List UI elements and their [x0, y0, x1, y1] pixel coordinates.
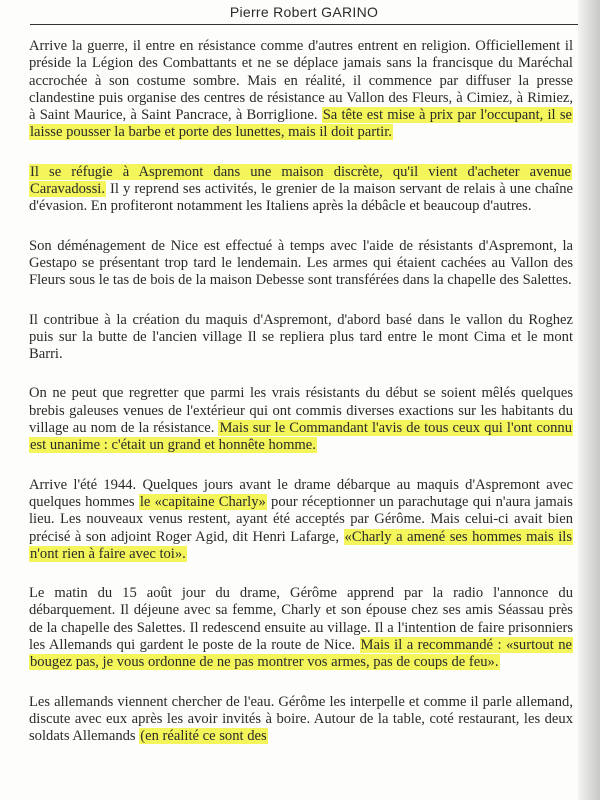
book-spine-shadow — [578, 0, 600, 800]
paragraph — [29, 477, 573, 563]
text-run: pour réceptionner un parachutage qui n'aura jamais lieu. Les nouveaux venus restent, ayant été acceptés par Gérôme. Mais celui-ci avait bien précisé à son adjoint Roger Agid, dit Henri Lafarge, — [29, 493, 573, 545]
paragraph — [29, 694, 573, 746]
paragraph — [29, 312, 573, 364]
paragraph — [29, 164, 573, 216]
document-body — [29, 38, 573, 768]
highlighted-text: le «capitaine Charly» — [139, 493, 266, 510]
text-run: Il y reprend ses activités, le grenier de la maison servant de relais à une chaîne d'évasion. En profiteront notamment les Italiens après la débâcle et beaucoup d'autres. — [29, 181, 573, 215]
highlighted-text: (en réalité ce sont des — [140, 728, 267, 745]
text-run: Le matin du 15 août jour du drame, Gérôme apprend par la radio l'annonce du débarquement. Il déjeune avec sa femme, Charly et son épouse chez ses amis Séassau près de la chapelle des Salettes. Il redescend ensuite au village. Il a l'intention de faire prisonniers les Allemands qui gardent le poste de la route de Nice. — [29, 585, 573, 654]
highlighted-text: «Charly a amené ses hommes mais ils n'ont rien à faire avec toi». — [30, 528, 572, 562]
text-run: On ne peut que regretter que parmi les vrais résistants du début se soient mêlés quelques brebis galeuses venues de l'extérieur qui ont commis diverses exactions sur les habitants du village au nom de la résistance. — [29, 385, 573, 437]
highlighted-text: Il se réfugie à Aspremont dans une maison discrète, qu'il vient d'acheter avenue Caravadossi. — [30, 163, 571, 198]
text-run: Les allemands viennent chercher de l'eau. Gérôme les interpelle et comme il parle allemand, discute avec eux après les avoir invités à boire. Autour de la table, coté restaurant, les deux soldats Allemands — [29, 693, 573, 745]
paragraph — [29, 385, 573, 454]
text-run: Arrive l'été 1944. Quelques jours avant le drame débarque au maquis d'Aspremont avec quelques hommes — [29, 476, 573, 510]
highlighted-text: Mais sur le Commandant l'avis de tous ceux qui l'ont connu est unanime : c'était un grand et honnête homme. — [30, 420, 572, 454]
page-header: Pierre Robert GARINO — [30, 0, 578, 25]
paragraph — [29, 238, 573, 290]
text-run: Arrive la guerre, il entre en résistance comme d'autres entrent en religion. Officiellement il préside la Légion des Combattants et ne se déplace jamais sans la francisque du Maréchal accrochée à son costume sombre. Mais en réalité, il commence par diffuser la presse clandestine puis organise des centres de résistance au Vallon des Fleurs, à Cimiez, à Rimiez, à Saint Maurice, à Saint Pancrace, à Borriglione. — [29, 38, 573, 124]
text-run: Il contribue à la création du maquis d'Aspremont, d'abord basé dans le vallon du Roghez puis sur la butte de l'ancien village Il se repliera plus tard entre le mont Cima et le mont Barri. — [29, 311, 573, 363]
text-run: Son déménagement de Nice est effectué à temps avec l'aide de résistants d'Aspremont, la Gestapo se présentant trop tard le lendemain. Les armes qui étaient cachées au Vallon des Fleurs sous le tas de bois de la maison Debesse sont transférées dans la chapelle des Salettes. — [29, 237, 573, 289]
highlighted-text: Sa tête est mise à prix par l'occupant, il se laisse pousser la barbe et porte des lunettes, mais il doit partir. — [30, 107, 572, 141]
paragraph — [29, 38, 573, 142]
paragraph — [29, 585, 573, 671]
highlighted-text: Mais il a recommandé : «surtout ne bougez pas, je vous ordonne de ne pas montrer vos armes, pas de coups de feu». — [30, 637, 572, 671]
